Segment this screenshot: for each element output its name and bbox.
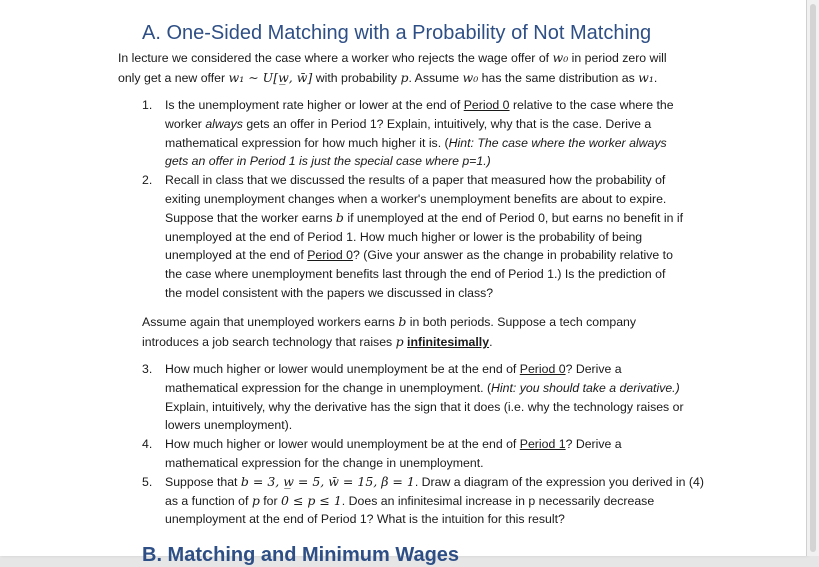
question-number: 3. [142, 362, 153, 376]
intro-line-2: only get a new offer w₁ ∼ U[w̲, w̄] with probability p. Assume w₀ has the same distribution as w₁. [118, 70, 658, 85]
question-1: 1. Is the unemployment rate higher or lower at the end of Period 0 relative to the case where the worker always gets an offer in Period 1? Explain, intuitively, why that is the case. Derive a mathematical expression for how much higher it is. (Hint: The case where the worker always gets an offer in Period 1 is just the special case where p=1.) [142, 98, 674, 169]
assumption-paragraph: Assume again that unemployed workers earns b in both periods. Suppose a tech company introduces a job search technology that raises p infinitesimally. [142, 314, 637, 349]
vertical-scrollbar[interactable] [807, 0, 819, 556]
section-heading: A. One-Sided Matching with a Probability of Not Matching [142, 22, 652, 44]
question-number: 5. [142, 474, 153, 489]
scrollbar-thumb[interactable] [810, 4, 816, 552]
question-2: 2. Recall in class that we discussed the results of a paper that measured how the probability of exiting unemployment changes when a worker's unemployment benefits are about to expire. Suppose that the worker earns b if unemployed at the end of Period 0, but earns no benefit in if unemployed at the end of Period 1. How much higher or lower is the probability of being unemployed at the end of Period 0? (Give your answer as the change in probability relative to the case where unemployment benefits last through the end of Period 1.) Is the prediction of the model consistent with the papers we discussed in class? [142, 173, 683, 300]
question-number: 2. [142, 173, 153, 188]
question-number: 1. [142, 98, 153, 112]
question-list-1 [142, 96, 727, 303]
question-number: 4. [142, 437, 153, 452]
next-section-heading: B. Matching and Minimum Wages [142, 544, 460, 566]
question-5: 5. Suppose that b = 3, w̲ = 5, w̄ = 15, β = 1. Draw a diagram of the expression you derived in (4) as a function of p for 0 ≤ p ≤ 1. Does an infinitesimal increase in p necessarily decrease unemployment at the end of Period 1? What is the intuition for this result? [142, 473, 704, 527]
question-list-2 [142, 360, 727, 529]
intro-line-1: In lecture we considered the case where a worker who rejects the wage offer of w₀ in period zero will [118, 50, 667, 65]
question-3: 3. How much higher or lower would unemployment be at the end of Period 0? Derive a mathematical expression for the change in unemployment. (Hint: you should take a derivative.) Explain, intuitively, why the derivative has the sign that it does (i.e. why the technology raises or lowers unemployment). [142, 362, 684, 433]
intro-paragraph [118, 48, 718, 88]
question-4: 4. How much higher or lower would unemployment be at the end of Period 1? Derive a mathematical expression for the change in unemployment. [142, 437, 622, 470]
